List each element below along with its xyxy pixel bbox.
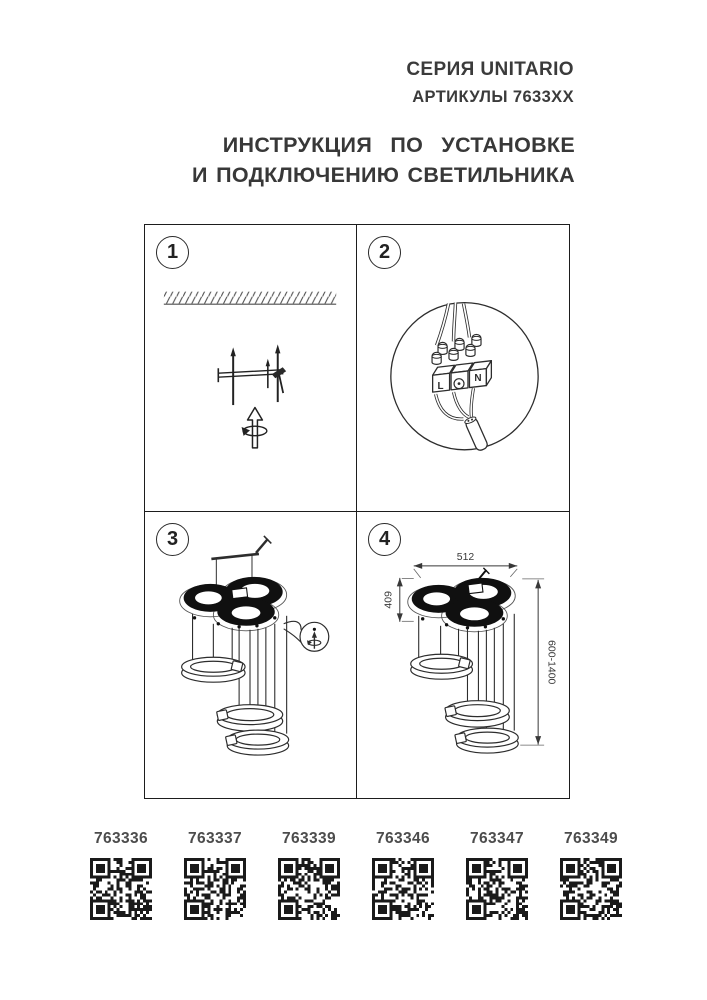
dim-width-label: 512 <box>456 551 475 563</box>
mounting-bracket <box>218 344 286 405</box>
article <box>270 830 348 920</box>
qr-code <box>372 858 434 920</box>
qr-code <box>466 858 528 920</box>
ceiling-hatch <box>164 292 336 305</box>
steps-grid <box>144 224 570 799</box>
article <box>364 830 442 920</box>
step-1-badge: 1 <box>156 236 189 269</box>
qr-code <box>184 858 246 920</box>
led-ring-3 <box>226 730 289 755</box>
qr-code <box>278 858 340 920</box>
step-panel-1 <box>145 225 357 512</box>
article-series: АРТИКУЛЫ 7633ХХ <box>412 87 574 106</box>
dim-height-label: 600-1400 <box>545 639 557 684</box>
article <box>458 830 536 920</box>
article-code: 763337 <box>187 830 243 847</box>
led-ring-3 <box>455 728 518 753</box>
step-4-badge: 4 <box>368 523 401 556</box>
step-panel-2 <box>357 225 569 512</box>
page-title <box>192 133 575 188</box>
canopy <box>408 567 515 631</box>
header <box>406 58 574 107</box>
article-code: 763336 <box>93 830 149 847</box>
led-ring-1 <box>411 654 473 679</box>
terminal-l-label: L <box>437 381 444 393</box>
series-title: СЕРИЯ UNITARIO <box>406 59 574 80</box>
dimension-height-range <box>520 578 556 744</box>
step-3-badge: 3 <box>156 523 189 556</box>
led-ring-1 <box>182 657 245 682</box>
title-line-1: ИНСТРУКЦИЯ ПО УСТАНОВКЕ <box>222 133 575 157</box>
detail-bubble <box>284 621 329 651</box>
rotate-arrow-icon <box>242 408 267 448</box>
dimension-width <box>414 551 518 577</box>
article-code: 763339 <box>281 830 337 847</box>
article <box>82 830 160 920</box>
qr-code <box>560 858 622 920</box>
article <box>176 830 254 920</box>
dimension-canopy <box>383 577 413 621</box>
article-code: 763346 <box>375 830 431 847</box>
title-line-2: И ПОДКЛЮЧЕНИЮ СВЕТИЛЬНИКА <box>192 163 575 187</box>
articles-row <box>82 830 630 920</box>
qr-code <box>90 858 152 920</box>
article-code: 763347 <box>469 830 525 847</box>
article-code: 763349 <box>563 830 619 847</box>
led-ring-2 <box>217 704 283 730</box>
step-panel-3 <box>145 512 357 799</box>
canopy <box>180 576 287 630</box>
dim-canopy-label: 409 <box>383 590 395 609</box>
earth-ground-icon <box>454 379 464 389</box>
step-2-badge: 2 <box>368 236 401 269</box>
step-panel-4 <box>357 512 569 799</box>
article <box>552 830 630 920</box>
led-ring-2 <box>445 700 509 726</box>
terminal-n-label: N <box>474 373 482 385</box>
